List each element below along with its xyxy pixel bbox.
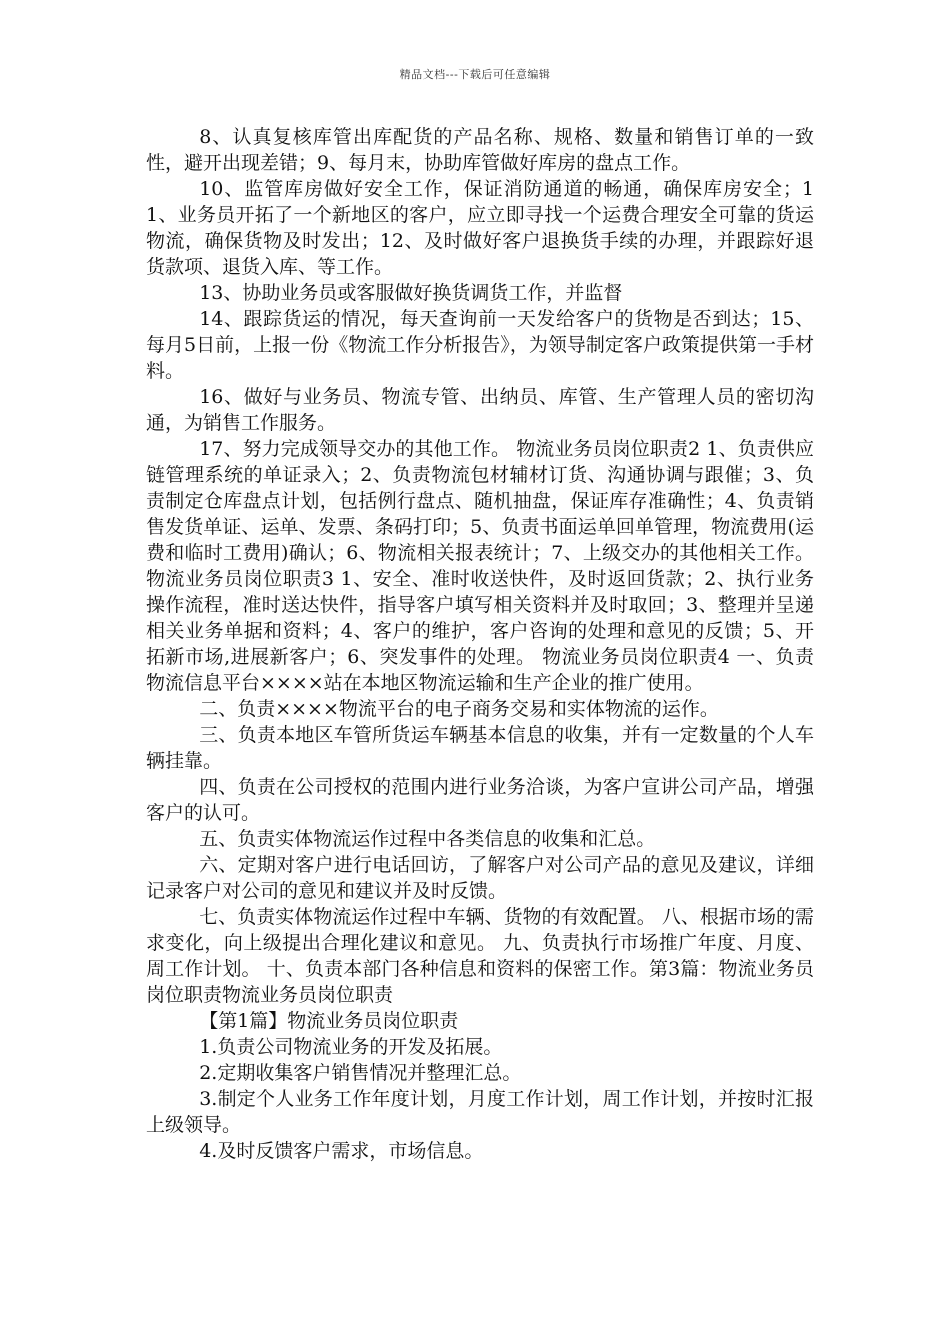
- paragraph: 六、定期对客户进行电话回访，了解客户对公司产品的意见及建议，详细记录客户对公司的意见和建议并及时反馈。: [146, 854, 814, 902]
- document-body: [146, 124, 814, 1164]
- paragraph: 3.制定个人业务工作年度计划，月度工作计划，周工作计划，并按时汇报上级领导。: [146, 1088, 814, 1136]
- paragraph: 8、认真复核库管出库配货的产品名称、规格、数量和销售订单的一致性，避开出现差错；9、每月末，协助库管做好库房的盘点工作。: [146, 126, 814, 174]
- paragraph: 10、监管库房做好安全工作，保证消防通道的畅通，确保库房安全；11、业务员开拓了一个新地区的客户，应立即寻找一个运费合理安全可靠的货运物流，确保货物及时发出；12、及时做好客户退换货手续的办理，并跟踪好退货款项、退货入库、等工作。: [146, 178, 814, 278]
- paragraph: 13、协助业务员或客服做好换货调货工作，并监督: [199, 282, 623, 304]
- paragraph: 四、负责在公司授权的范围内进行业务洽谈，为客户宣讲公司产品，增强客户的认可。: [146, 776, 814, 824]
- paragraph: 三、负责本地区车管所货运车辆基本信息的收集，并有一定数量的个人车辆挂靠。: [146, 724, 814, 772]
- paragraph: 14、跟踪货运的情况，每天查询前一天发给客户的货物是否到达；15、每月5日前，上报一份《物流工作分析报告》，为领导制定客户政策提供第一手材料。: [146, 308, 814, 382]
- paragraph: 1.负责公司物流业务的开发及拓展。: [199, 1036, 503, 1058]
- paragraph: 16、做好与业务员、物流专管、出纳员、库管、生产管理人员的密切沟通，为销售工作服务。: [146, 386, 814, 434]
- paragraph: 17、努力完成领导交办的其他工作。 物流业务员岗位职责2 1、负责供应链管理系统的单证录入；2、负责物流包材辅材订货、沟通协调与跟催；3、负责制定仓库盘点计划，包括例行盘点、随机抽盘，保证库存准确性；4、负责销售发货单证、运单、发票、条码打印；5、负责书面运单回单管理，物流费用(运费和临时工费用)确认；6、物流相关报表统计；7、上级交办的其他相关工作。 物流业务员岗位职责3 1、安全、准时收送快件，及时返回货款；2、执行业务操作流程，准时送达快件，指导客户填写相关资料并及时取回；3、整理并呈递相关业务单据和资料；4、客户的维护，客户咨询的处理和意见的反馈；5、开拓新市场,进展新客户；6、突发事件的处理。 物流业务员岗位职责4 一、负责物流信息平台××××站在本地区物流运输和生产企业的推广使用。: [146, 438, 814, 694]
- paragraph: 五、负责实体物流运作过程中各类信息的收集和汇总。: [199, 828, 656, 850]
- paragraph: 七、负责实体物流运作过程中车辆、货物的有效配置。 八、根据市场的需求变化，向上级提出合理化建议和意见。 九、负责执行市场推广年度、月度、周工作计划。 十、负责本部门各种信息和资料的保密工作。第3篇：物流业务员岗位职责物流业务员岗位职责: [146, 906, 814, 1006]
- paragraph: 二、负责××××物流平台的电子商务交易和实体物流的运作。: [199, 698, 719, 720]
- paragraph: 4.及时反馈客户需求，市场信息。: [199, 1140, 484, 1162]
- paragraph: 2.定期收集客户销售情况并整理汇总。: [199, 1062, 522, 1084]
- section-heading: 【第1篇】物流业务员岗位职责: [199, 1010, 459, 1032]
- page-header: 精品文档---下载后可任意编辑: [399, 68, 551, 81]
